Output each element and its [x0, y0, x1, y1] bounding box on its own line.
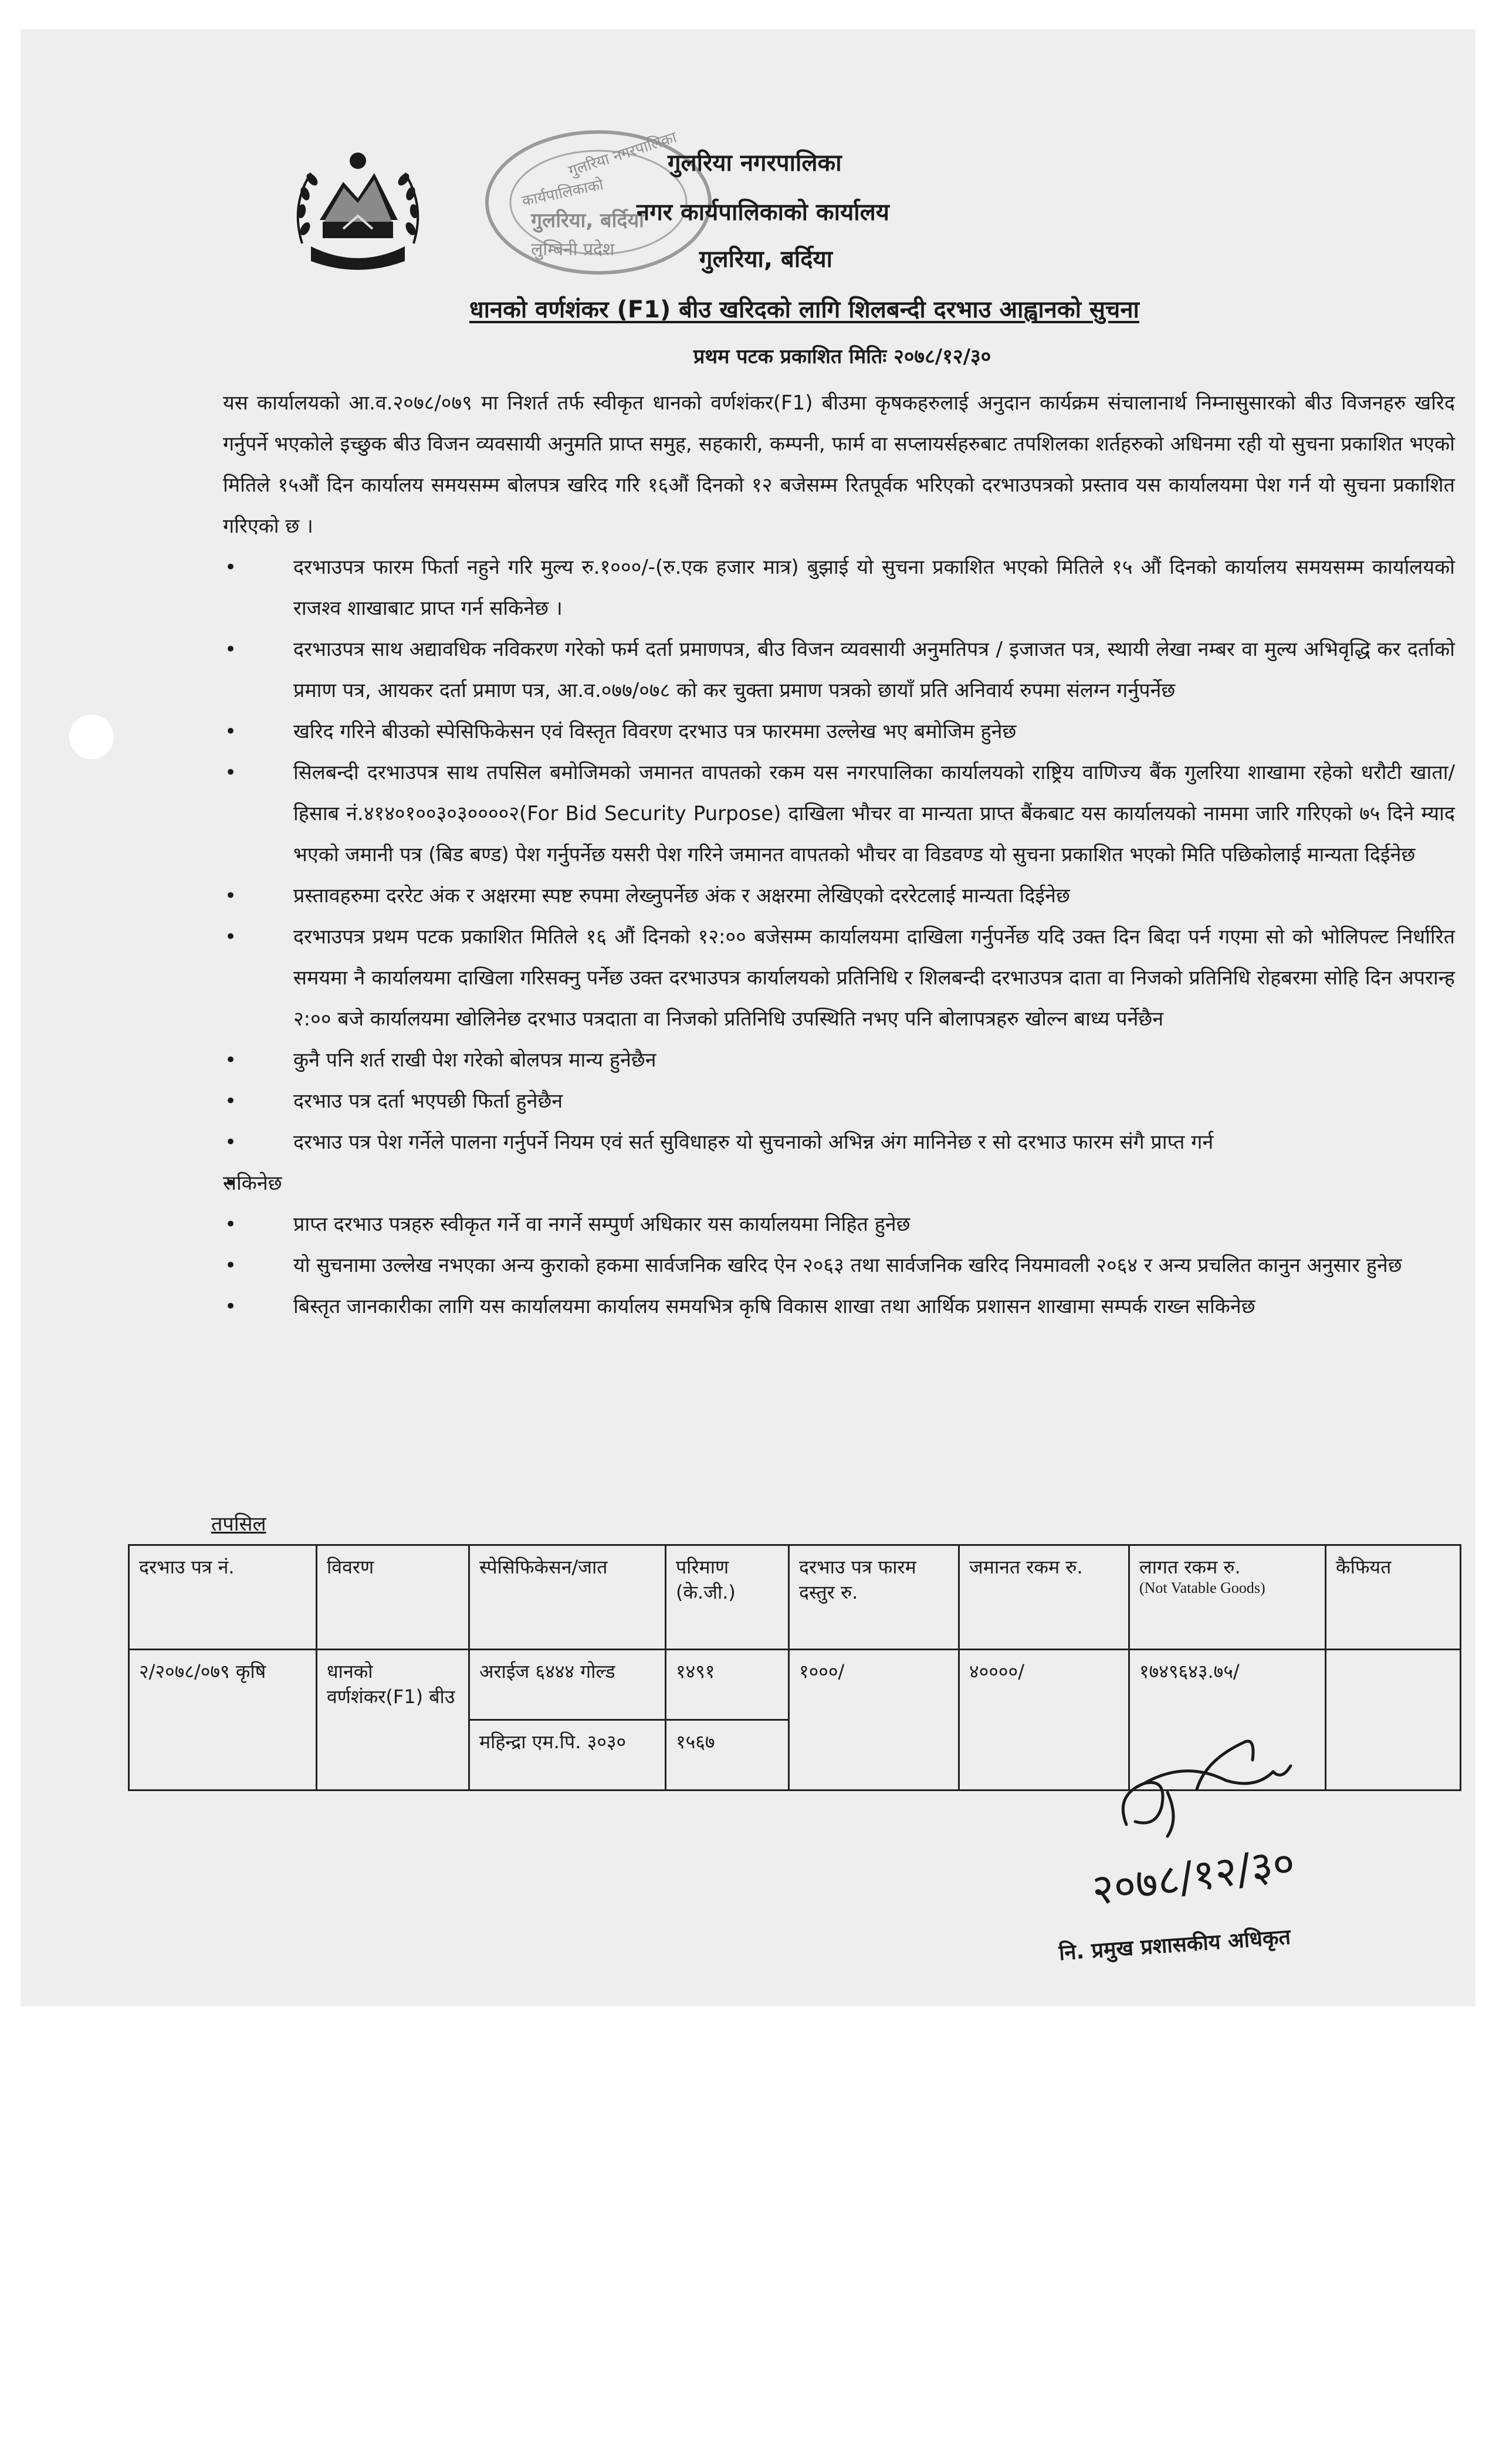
notice-body [223, 383, 1455, 1327]
condition-item: • दरभाउ पत्र दर्ता भएपछी फिर्ता हुनेछैन [223, 1081, 1455, 1122]
cell-security: ४००००/ [959, 1650, 1129, 1791]
condition-item: • कुनै पनि शर्त राखी पेश गरेको बोलपत्र मान्य हुनेछैन [223, 1040, 1455, 1081]
col-bid-no: दरभाउ पत्र नं. [129, 1545, 317, 1650]
col-quantity: परिमाण (के.जी.) [666, 1545, 789, 1650]
cell-bid-no: २/२०७८/०७९ कृषि [129, 1650, 317, 1791]
office-location: गुलरिया, बर्दिया [699, 246, 833, 273]
condition-item: • दरभाउपत्र फारम फिर्ता नहुने गरि मुल्य रु.१०००/-(रु.एक हजार मात्र) बुझाई यो सुचना प्रकाशित भएको मितिले १५ औं दिनको कार्यालय समयसम्म कार्यालयको राजश्व शाखाबाट प्राप्त गर्न सकिनेछ । [223, 547, 1455, 629]
handwritten-date: २०७८/१२/३० [1088, 1837, 1298, 1915]
signature [1079, 1725, 1349, 1918]
cell-variety: महिन्द्रा एम.पि. ३०३० [469, 1720, 666, 1791]
office-subtitle: नगर कार्यपालिकाको कार्यालय [637, 199, 889, 226]
condition-item: • दरभाउपत्र प्रथम पटक प्रकाशित मितिले १६ औं दिनको १२:०० बजेसम्म कार्यालयमा दाखिला गर्नुपर्नेछ यदि उक्त दिन बिदा पर्न गएमा सो को भोलिपल्ट निर्धारित समयमा नै कार्यालयमा दाखिला गरिसक्नु पर्नेछ उक्त दरभाउपत्र कार्यालयको प्रतिनिधि र शिलबन्दी दरभाउपत्र दाता वा निजको प्रतिनिधि रोहबरमा सोहि दिन अपरान्ह २:०० बजे कार्यालयमा खोलिनेछ दरभाउ पत्रदाता वा निजको प्रतिनिधि उपस्थिति नभए पनि बोलापत्रहरु खोल्न बाध्य पर्नेछैन [223, 916, 1455, 1040]
stamp-text: लुम्बिनी प्रदेश [531, 239, 615, 260]
col-description: विवरण [317, 1545, 469, 1650]
condition-item: • प्रस्तावहरुमा दररेट अंक र अक्षरमा स्पष्ट रुपमा लेख्नुपर्नेछ अंक र अक्षरमा लेखिएको दररेटलाई मान्यता दिईनेछ [223, 875, 1455, 916]
stamp-text: गुलरिया, बर्दिया [531, 209, 644, 232]
schedule-label: तपसिल [211, 1512, 266, 1536]
stamp-text: कार्यपालिकाको [520, 175, 605, 211]
cell-cost: १७४९६४३.७५/ [1129, 1650, 1326, 1791]
stamp-text: गुलरिया नगरपालिका [566, 128, 679, 181]
col-form-fee: दरभाउ पत्र फारम दस्तुर रु. [789, 1545, 959, 1650]
condition-item: • सिलबन्दी दरभाउपत्र साथ तपसिल बमोजिमको जमानत वापतको रकम यस नगरपालिका कार्यालयको राष्ट्रिय वाणिज्य बैंक गुलरिया शाखामा रहेको धरौटी खाता/हिसाब नं.४१४०१००३०३००००२(For Bid Security Purpose) दाखिला भौचर वा मान्यता प्राप्त बैंकबाट यस कार्यालयको नाममा जारि गरिएको ७५ दिने म्याद भएको जमानी पत्र (बिड बण्ड) पेश गर्नुपर्नेछ यसरी पेश गरिने जमानत वापतको भौचर वा विडवण्ड यो सुचना प्रकाशित भएको मिति पछिकोलाई मान्यता दिईनेछ [223, 752, 1455, 875]
signer-title: नि. प्रमुख प्रशासकीय अधिकृत [1058, 1925, 1292, 1965]
col-specification: स्पेसिफिकेसन/जात [469, 1545, 666, 1650]
cell-quantity: १५६७ [666, 1720, 789, 1791]
nepal-emblem-logo [287, 141, 428, 279]
condition-item: • प्राप्त दरभाउ पत्रहरु स्वीकृत गर्ने वा नगर्ने सम्पुर्ण अधिकार यस कार्यालयमा निहित हुनेछ [223, 1204, 1455, 1245]
table-row [129, 1650, 1461, 1720]
col-cost-note: (Not Vatable Goods) [1139, 1579, 1265, 1596]
publication-date: प्रथम पटक प्रकाशित मितिः २०७८/१२/३० [693, 345, 991, 368]
cell-variety: अराईज ६४४४ गोल्ड [469, 1650, 666, 1720]
col-remarks: कैफियत [1326, 1545, 1461, 1650]
cell-description: धानको वर्णशंकर(F1) बीउ [317, 1650, 469, 1791]
condition-item: • दरभाउपत्र साथ अद्यावधिक नविकरण गरेको फर्म दर्ता प्रमाणपत्र, बीउ विजन व्यवसायी अनुमतिपत्र / इजाजत पत्र, स्थायी लेखा नम्बर वा मुल्य अभिवृद्धि कर दर्ताको प्रमाण पत्र, आयकर दर्ता प्रमाण पत्र, आ.व.०७७/०७८ को कर चुक्ता प्रमाण पत्रको छायाँ प्रति अनिवार्य रुपमा संलग्न गर्नुपर्नेछ [223, 629, 1455, 711]
punch-hole [69, 715, 114, 759]
cell-quantity: १४९१ [666, 1650, 789, 1720]
intro-paragraph: यस कार्यालयको आ.व.२०७८/०७९ मा निशर्त तर्फ स्वीकृत धानको वर्णशंकर(F1) बीउमा कृषकहरुलाई अनुदान कार्यक्रम संचालानार्थ निम्नासुसारको बीउ विजनहरु खरिद गर्नुपर्ने भएकोले इच्छुक बीउ विजन व्यवसायी अनुमति प्राप्त समुह, सहकारी, कम्पनी, फार्म वा सप्लायर्सहरुबाट तपशिलका शर्तहरुको अधिनमा रही यो सुचना प्रकाशित भएको मितिले १५औं दिन कार्यालय समयसम्म बोलपत्र खरिद गरि १६औं दिनको १२ बजेसम्म रितपूर्वक भरिएको दरभाउपत्रको प्रस्ताव यस कार्यालयमा पेश गर्न यो सुचना प्रकाशित गरिएको छ । [223, 391, 1455, 538]
col-cost [1129, 1545, 1326, 1650]
col-cost-label: लागत रकम रु. [1139, 1556, 1241, 1578]
table-header-row [129, 1545, 1461, 1650]
conditions-list [223, 547, 1455, 1327]
condition-item: • खरिद गरिने बीउको स्पेसिफिकेसन एवं विस्तृत विवरण दरभाउ पत्र फारममा उल्लेख भए बमोजिम हुनेछ [223, 711, 1455, 752]
condition-item: • दरभाउ पत्र पेश गर्नेले पालना गर्नुपर्ने नियम एवं सर्त सुविधाहरु यो सुचनाको अभिन्न अंग मानिनेछ र सो दरभाउ फारम संगै प्राप्त गर्न [223, 1122, 1455, 1163]
notice-title: धानको वर्णशंकर (F1) बीउ खरिदको लागि शिलबन्दी दरभाउ आह्वानको सुचना [469, 296, 1139, 323]
cell-form-fee: १०००/ [789, 1650, 959, 1791]
condition-item: • यो सुचनामा उल्लेख नभएका अन्य कुराको हकमा सार्वजनिक खरिद ऐन २०६३ तथा सार्वजनिक खरिद नियमावली २०६४ र अन्य प्रचलित कानुन अनुसार हुनेछ [223, 1245, 1455, 1286]
condition-item: • बिस्तृत जानकारीका लागि यस कार्यालयमा कार्यालय समयभित्र कृषि विकास शाखा तथा आर्थिक प्रशासन शाखामा सम्पर्क राख्न सकिनेछ [223, 1286, 1455, 1327]
office-name: गुलरिया नगरपालिका [668, 150, 842, 177]
condition-continuation: • सकिनेछ [223, 1163, 1455, 1204]
col-security: जमानत रकम रु. [959, 1545, 1129, 1650]
